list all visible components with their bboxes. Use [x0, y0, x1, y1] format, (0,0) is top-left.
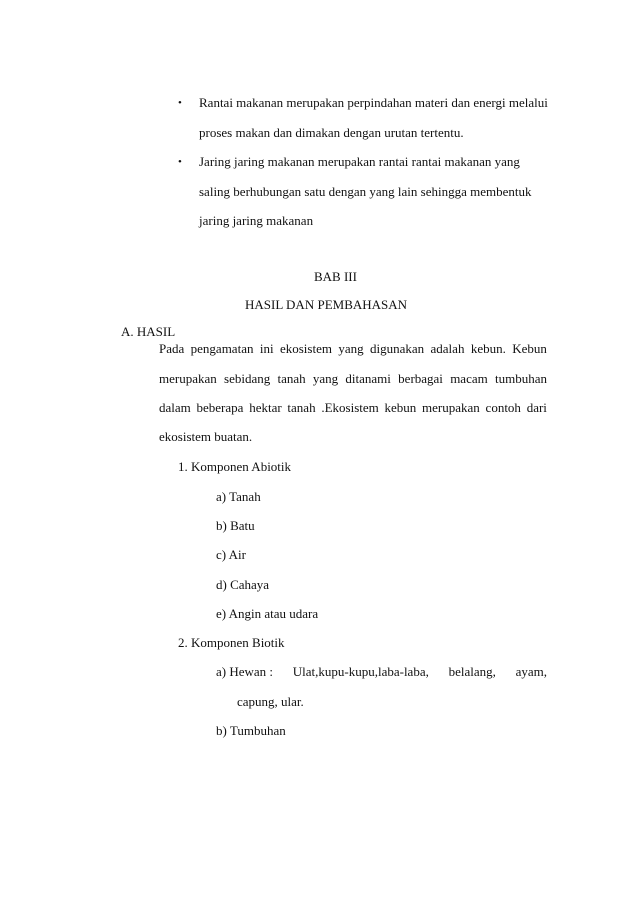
- word: yang: [312, 371, 339, 386]
- chapter-number: BAB III: [314, 269, 357, 284]
- list-item: e) Angin atau udara: [216, 606, 319, 621]
- word: ini: [259, 341, 274, 356]
- list-item: b) Batu: [216, 518, 255, 533]
- bullet-icon: •: [178, 97, 182, 109]
- word: belalang,: [448, 664, 496, 679]
- word: sebidang: [224, 371, 271, 386]
- list-item: b) Tumbuhan: [216, 723, 286, 738]
- paragraph-line-1: [159, 341, 547, 357]
- word: a) Hewan :: [216, 664, 274, 679]
- list-item-hewan: [216, 664, 547, 680]
- word: ayam,: [515, 664, 547, 679]
- list-item: d) Cahaya: [216, 577, 270, 592]
- word: tanah: [287, 400, 316, 415]
- word: kebun: [384, 400, 417, 415]
- word: ditanami: [345, 371, 391, 386]
- bullet-2-line-3: jaring jaring makanan: [199, 213, 314, 228]
- word: Pada: [159, 341, 185, 356]
- bullet-1-line-1: Rantai makanan merupakan perpindahan materi dan energi melalui: [199, 95, 548, 110]
- list-2-label: 2. Komponen Biotik: [178, 635, 285, 650]
- word: Kebun: [512, 341, 547, 356]
- word: beberapa: [196, 400, 244, 415]
- word: berbagai: [398, 371, 443, 386]
- paragraph-line-4: ekosistem buatan.: [159, 429, 253, 444]
- word: digunakan: [369, 341, 425, 356]
- word: contoh: [485, 400, 521, 415]
- paragraph-line-3: [159, 400, 547, 416]
- word: dari: [526, 400, 547, 415]
- bullet-2-line-1: Jaring jaring makanan merupakan rantai rantai makanan yang: [199, 154, 520, 169]
- word: merupakan: [422, 400, 480, 415]
- word: kebun.: [470, 341, 506, 356]
- word: pengamatan: [190, 341, 254, 356]
- bullet-1-line-2: proses makan dan dimakan dengan urutan tertentu.: [199, 125, 464, 140]
- word: macam: [450, 371, 488, 386]
- word: tumbuhan: [494, 371, 547, 386]
- section-heading: A. HASIL: [121, 324, 176, 339]
- word: .Ekosistem: [321, 400, 379, 415]
- word: ekosistem: [279, 341, 332, 356]
- bullet-2-line-2: saling berhubungan satu dengan yang lain sehingga membentuk: [199, 184, 532, 199]
- word: Ulat,kupu-kupu,laba-laba,: [292, 664, 429, 679]
- bullet-icon: •: [178, 156, 182, 168]
- word: dalam: [159, 400, 191, 415]
- word: adalah: [430, 341, 465, 356]
- chapter-title: HASIL DAN PEMBAHASAN: [245, 297, 408, 312]
- word: yang: [338, 341, 364, 356]
- list-item: a) Tanah: [216, 489, 261, 504]
- list-1-label: 1. Komponen Abiotik: [178, 459, 292, 474]
- word: tanah: [277, 371, 306, 386]
- word: hektar: [249, 400, 282, 415]
- paragraph-line-2: [159, 371, 547, 387]
- list-item-hewan-cont: capung, ular.: [237, 694, 304, 709]
- word: merupakan: [159, 371, 217, 386]
- list-item: c) Air: [216, 547, 246, 562]
